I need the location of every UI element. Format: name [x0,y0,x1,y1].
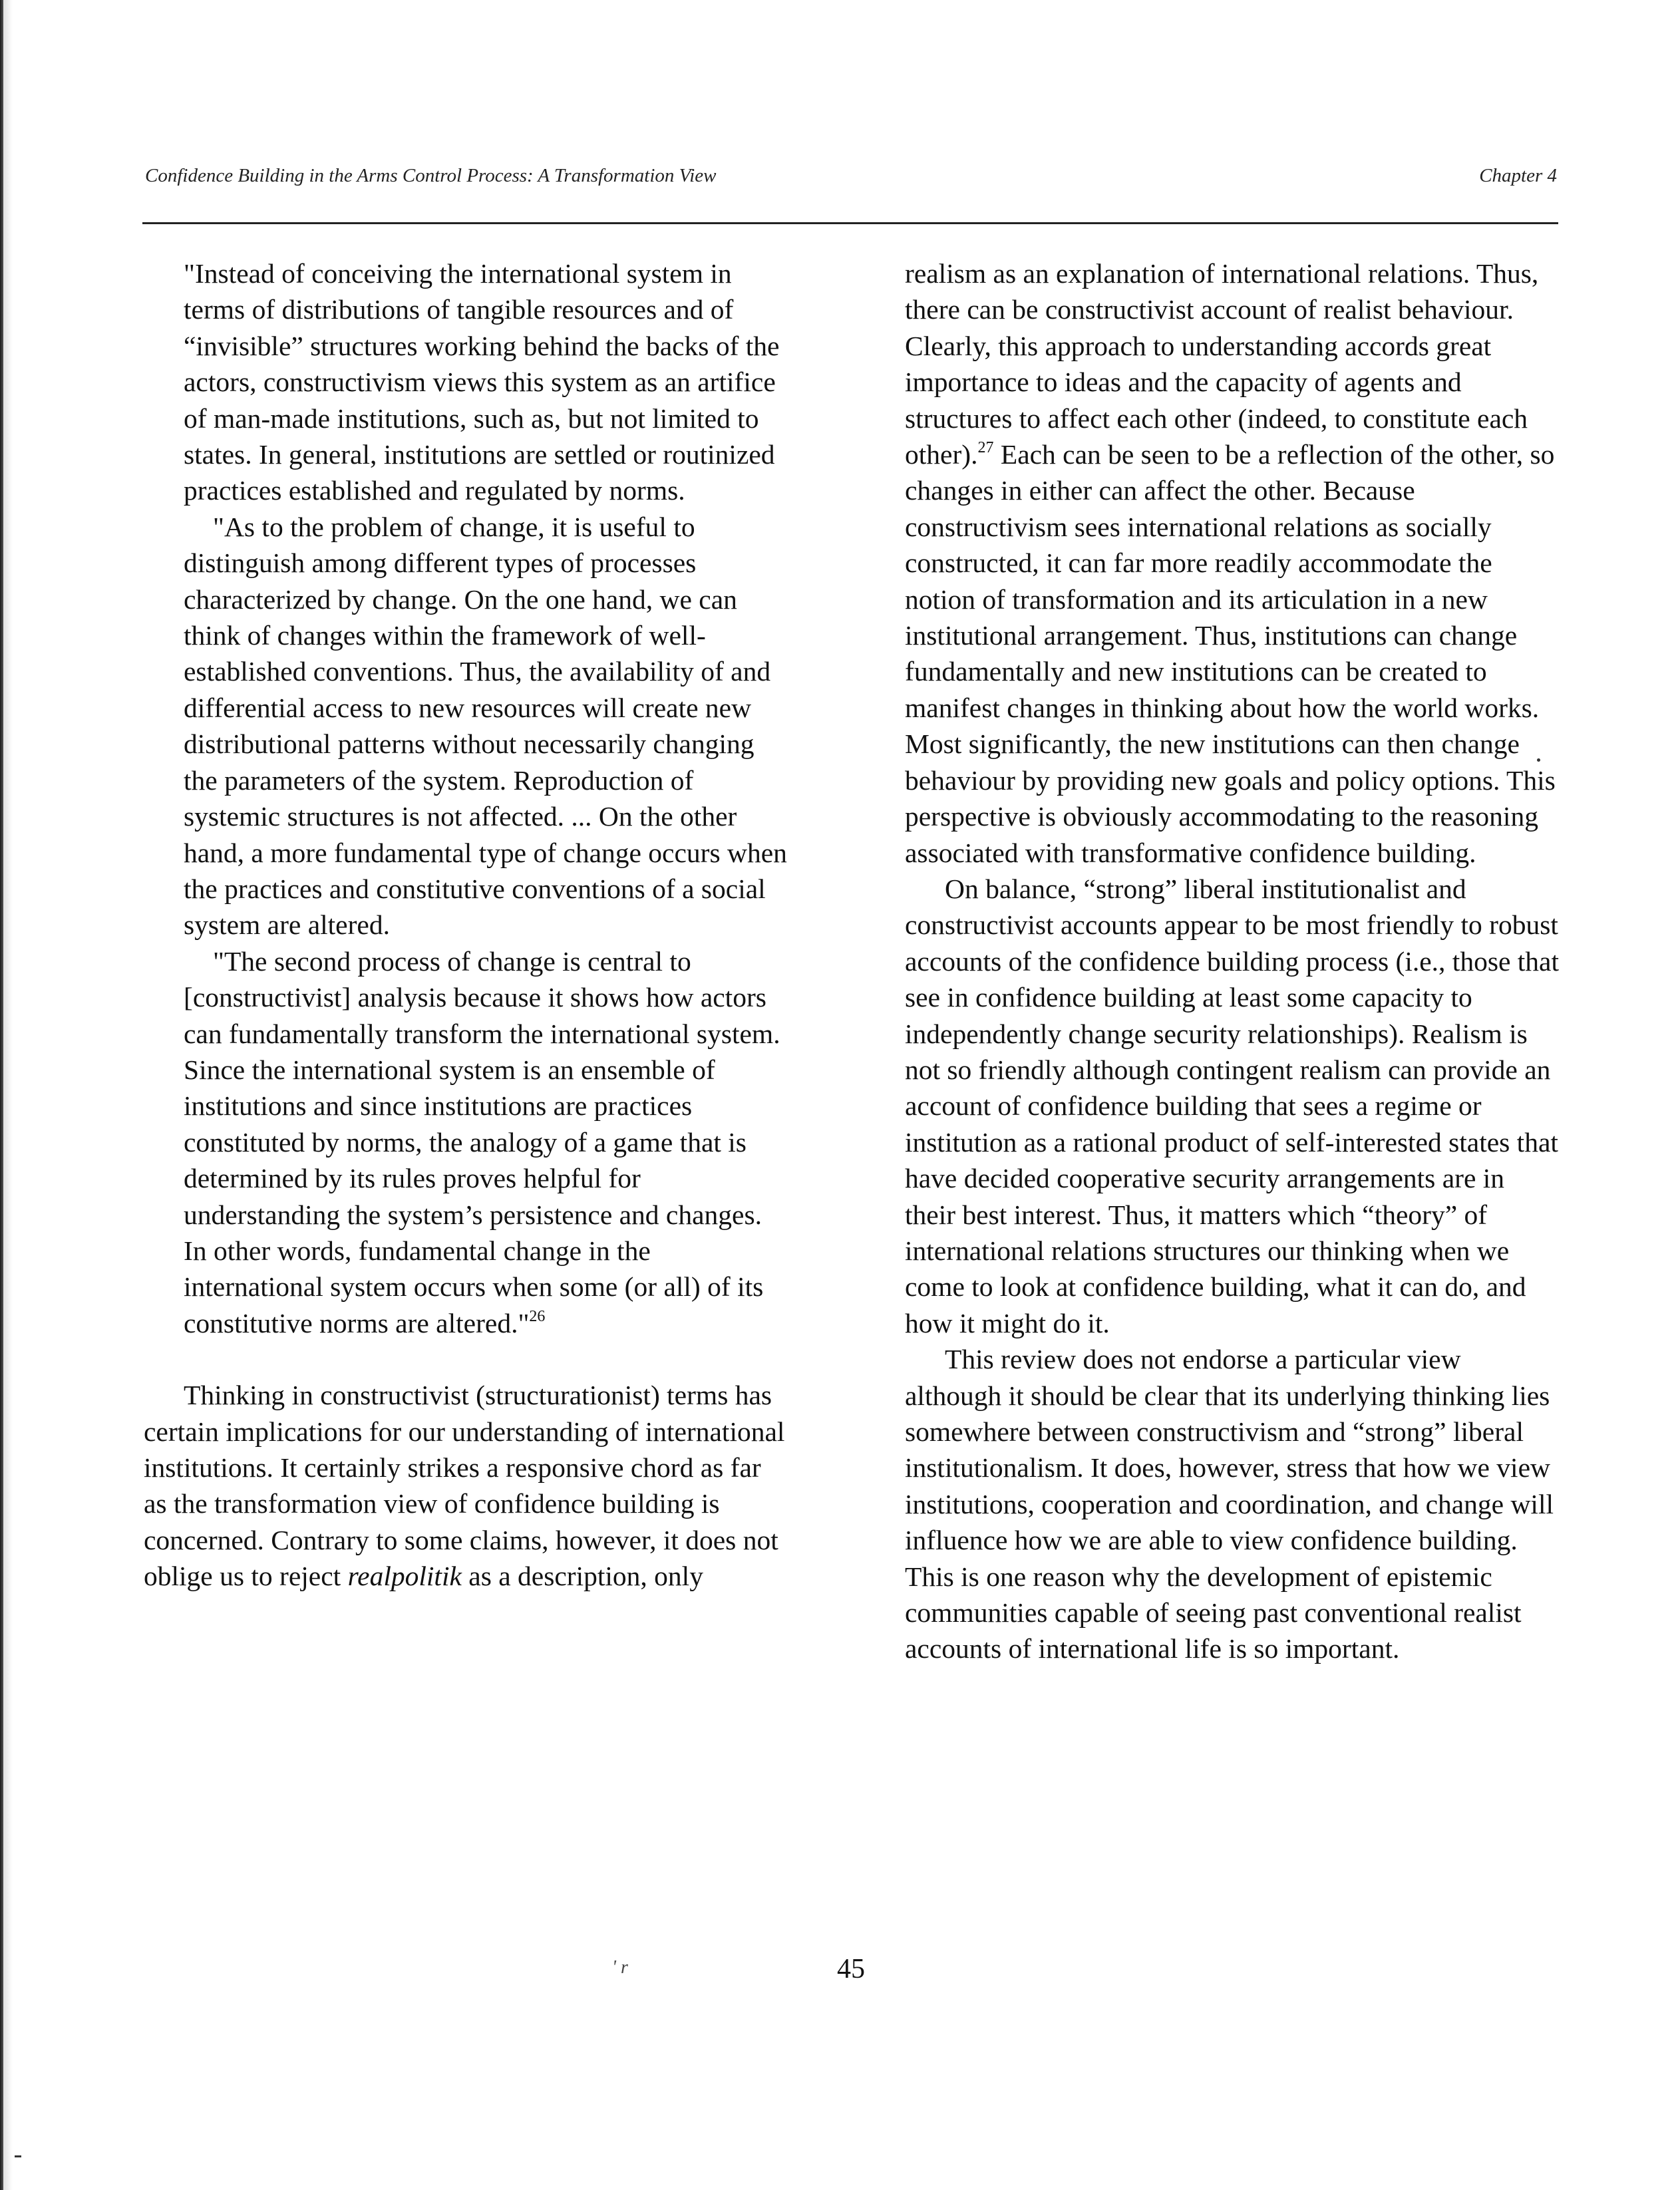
stray-marks: ' r [612,1957,628,1978]
quote-paragraph-2: "As to the problem of change, it is useful to distinguish among different types of processes characterized by change. On the one hand, we can think of changes within the framework of well-established conventions. Thus, the availability of and differential access to new resources will create new distributional patterns without necessarily changing the parameters of the system. Reproduction of systemic structures is not affected. ... On the other hand, a more fundamental type of change occurs when the practices and constitutive conventions of a social system are altered. [184,511,787,941]
body-paragraph-1-start: Thinking in constructivist (structurationist) terms has certain implications for our understanding of international institutions. It certainly strikes a responsive chord as far as the transformation view of confidence building is concerned. Contrary to some claims, however, it does not oblige us to reject [144,1380,785,1592]
paragraph-gap [144,1341,789,1377]
footnote-ref-26: 26 [529,1307,546,1325]
stray-mark [15,2155,21,2157]
body-paragraph-1-end: as a description, only [461,1561,703,1592]
body-paragraph-1-italic: realpolitik [347,1561,462,1592]
block-quote [144,255,789,1341]
right-paragraph-2: On balance, “strong” liberal institutionalist and constructivist accounts appear to be most friendly to robust accounts of the confidence building process (i.e., those that see in confidence building at least some capacity to independently change security relationships). Realism is not so friendly although contingent realism can provide an account of confidence building that sees a regime or institution as a rational product of self-interested states that have decided cooperative security arrangements are in their best interest. Thus, it matters which “theory” of international relations structures our thinking when we come to look at confidence building, what it can do, and how it might do it. [905,873,1560,1338]
running-header-chapter: Chapter 4 [1479,165,1557,186]
quote-paragraph-1: "Instead of conceiving the international system in terms of distributions of tangible resources and of “invisible” structures working behind the backs of the actors, constructivism views this system as an artifice of man-made institutions, such as, but not limited to states. In general, institutions are settled or routinized practices established and regulated by norms. [184,258,780,506]
binding-shadow [3,0,13,2190]
running-header-title: Confidence Building in the Arms Control Process: A Transformation View [145,165,717,186]
page-number: 45 [837,1954,865,1984]
header-rule [142,222,1558,224]
right-paragraph-3: This review does not endorse a particular view although it should be clear that its underlying thinking lies somewhere between constructivism and “strong” liberal institutionalism. It does, however, stress that how we view institutions, cooperation and coordination, and change will influence how we are able to view confidence building. This is one reason why the development of epistemic communities capable of seeing past conventional realist accounts of international life is so important. [905,1344,1554,1664]
left-column [144,255,789,1595]
right-column [905,255,1560,1667]
right-paragraph-1 [905,255,1560,871]
quote-paragraph-3-text: "The second process of change is central to [constructivist] analysis because it shows how actors can fundamentally transform the international system. Since the international system is an ensemble of institutions and since institutions are practices constituted by norms, the analogy of a game that is determined by its rules proves helpful for understanding the system’s persistence and changes. In other words, fundamental change in the international system occurs when some (or all) of its constitutive norms are altered." [184,945,780,1338]
body-paragraph-1 [144,1377,789,1594]
stray-dot [1537,758,1540,762]
quote-paragraph-3 [184,943,789,1341]
right-paragraph-1-end: Each can be seen to be a reflection of the other, so changes in either can affect the other. Because constructivism sees international relations as socially constructed, it can far more readily accommodate the notion of transformation and its articulation in a new institutional arrangement. Thus, institutions can change fundamentally and new institutions can be created to manifest changes in thinking about how the world works. Most significantly, the new institutions can then change behaviour by providing new goals and policy options. This perspective is obviously accommodating to the reasoning associated with transformative confidence building. [905,439,1556,868]
footnote-ref-27: 27 [977,439,994,457]
right-paragraph-1-start: realism as an explanation of international relations. Thus, there can be constructivist account of realist behaviour. Clearly, this approach to understanding accords great importance to ideas and the capacity of agents and structures to affect each other (indeed, to constitute each other). [905,258,1539,470]
